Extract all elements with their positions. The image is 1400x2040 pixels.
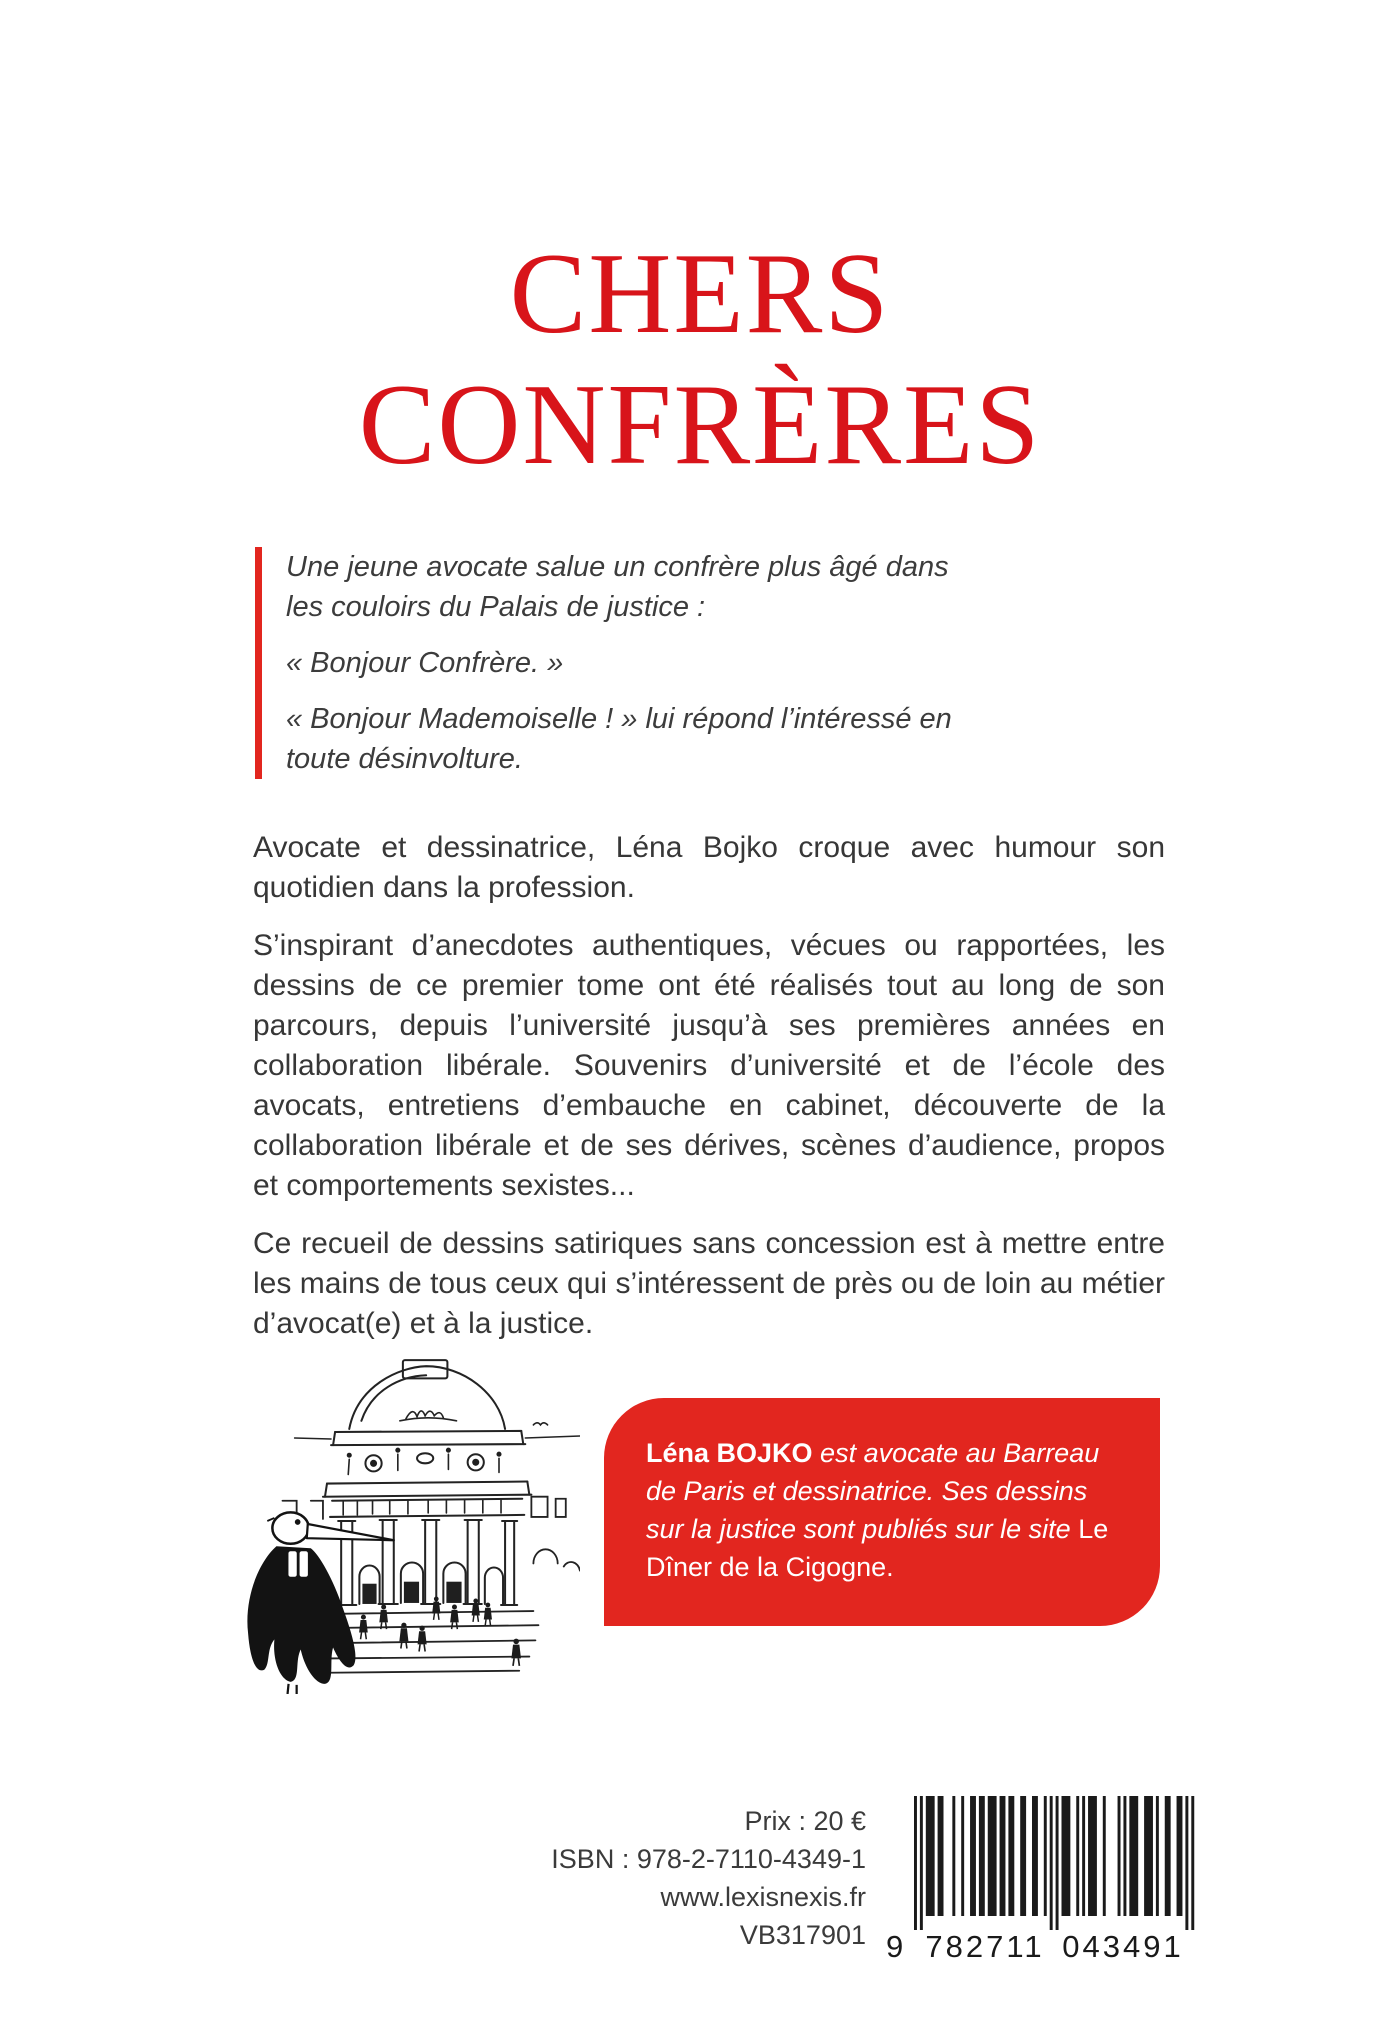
courthouse-stork-illustration — [246, 1350, 580, 1694]
quote-intro: Une jeune avocate salue un confrère plus âgé dans les couloirs du Palais de justice : — [286, 551, 949, 623]
body-paragraph-3: Ce recueil de dessins satiriques sans concession est à mettre entre les mains de tous ceux qui s’intéressent de près ou de loin au métier d’avocat(e) et à la justice. — [253, 1227, 1165, 1340]
quote-block — [255, 547, 955, 779]
book-title-line2: CONFRÈRES — [358, 361, 1042, 488]
people-on-steps — [359, 1597, 521, 1666]
author-site-name: Le Dîner de la Cigogne. — [646, 1514, 1109, 1582]
pricing-block — [400, 1802, 866, 1954]
book-title — [0, 228, 1400, 490]
barcode-digits-right: 043491 — [1062, 1929, 1184, 1962]
barcode-digits-left: 782711 — [925, 1929, 1045, 1962]
quote-line-1: « Bonjour Confrère. » — [286, 647, 564, 679]
book-title-line1: CHERS — [509, 230, 891, 357]
ean13-barcode — [884, 1794, 1206, 1962]
author-bio-text: est avocate au Barreau de Paris et dessinatrice. Ses dessins sur la justice sont publiés sur le site — [646, 1438, 1100, 1544]
barcode-svg — [884, 1794, 1206, 1962]
barcode-bars — [914, 1796, 1194, 1930]
author-name: Léna BOJKO — [646, 1438, 813, 1468]
body-paragraph-2: S’inspirant d’anecdotes authentiques, vécues ou rapportées, les dessins de ce premier tome ont été réalisés tout au long de son parcours, depuis l’université jusqu’à ses premières années en collaboration libérale. Souvenirs d’université et de l’école des avocats, entretiens d’embauche en cabinet, découverte de la collaboration libérale et de ses dérives, scènes d’audience, propos et comportements sexistes... — [253, 929, 1165, 1202]
website-line: www.lexisnexis.fr — [660, 1882, 866, 1912]
price-line: Prix : 20 € — [744, 1806, 866, 1836]
author-bio-box — [604, 1398, 1160, 1626]
body-paragraph-1: Avocate et dessinatrice, Léna Bojko croque avec humour son quotidien dans la profession. — [253, 831, 1165, 904]
barcode-digit-first: 9 — [886, 1929, 907, 1962]
ref-line: VB317901 — [739, 1920, 866, 1950]
quote-line-2: « Bonjour Mademoiselle ! » lui répond l’intéressé en toute désinvolture. — [286, 703, 952, 775]
back-cover-text — [253, 828, 1165, 1344]
courthouse-stork-sketch-svg — [246, 1350, 580, 1694]
isbn-line: ISBN : 978-2-7110-4349-1 — [551, 1844, 866, 1874]
